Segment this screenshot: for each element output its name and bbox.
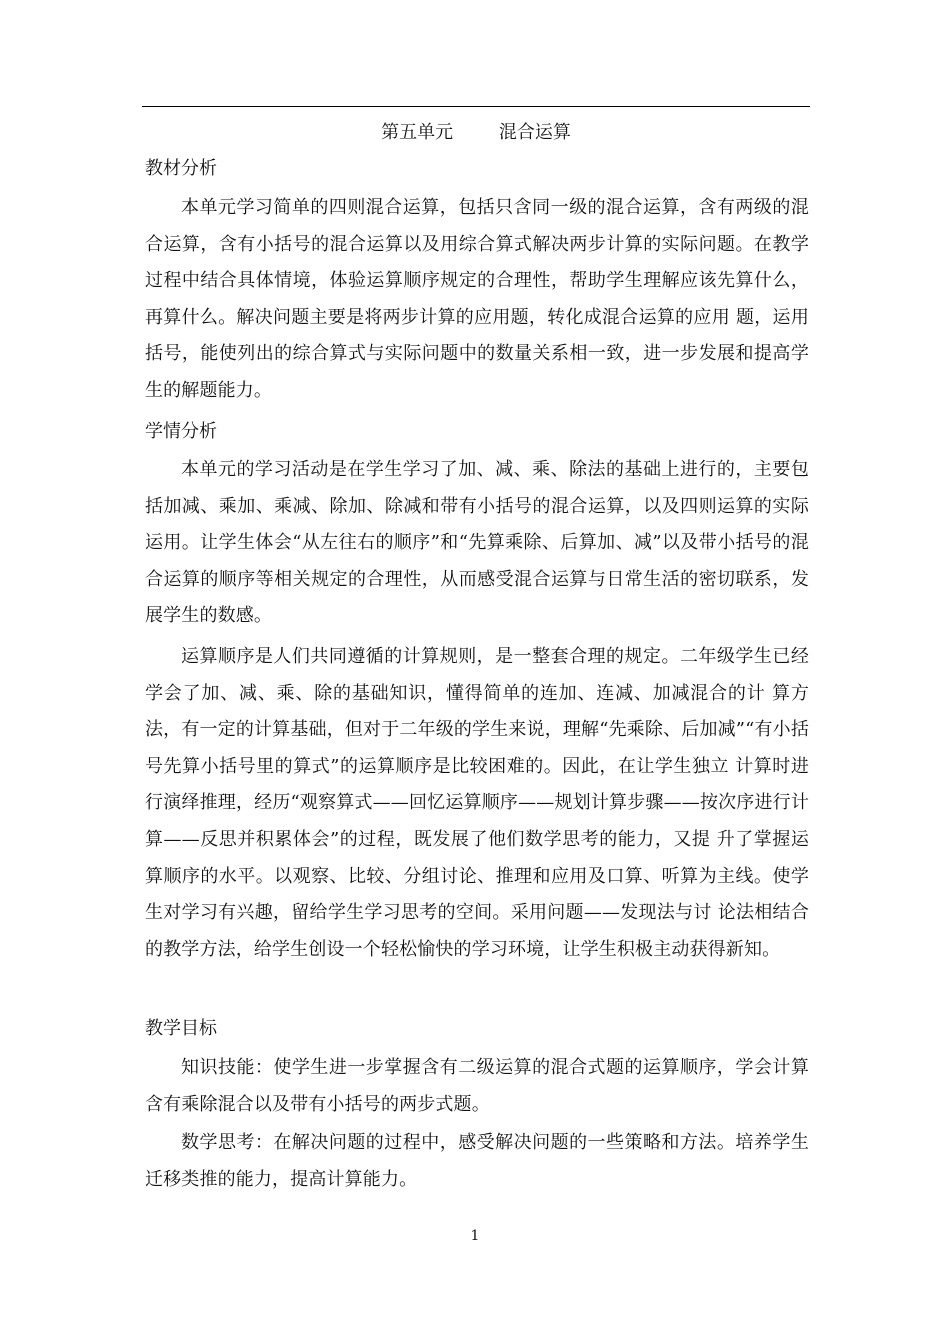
header-rule [142,106,810,107]
paragraph-student-analysis-1: 本单元的学习活动是在学生学习了加、减、乘、除法的基础上进行的，主要包括加减、乘加、乘减、除加、除减和带有小括号的混合运算，以及四则运算的实际运用。让学生体会“从左往右的顺序”和“先算乘除、后算加、减”以及带小括号的混合运算的顺序等相关规定的合理性，从而感受混合运算与日常生活的密切联系，发展学生的数感。 [145,459,809,627]
page-number: 1 [470,1228,480,1244]
paragraph-objective-knowledge-skills: 知识技能：使学生进一步掌握含有二级运算的混合式题的运算顺序，学会计算含有乘除混合以及带有小括号的两步式题。 [145,1057,809,1115]
paragraph-student-analysis-2: 运算顺序是人们共同遵循的计算规则，是一整套合理的规定。二年级学生已经学会了加、减、乘、除的基础知识，懂得简单的连加、连减、加减混合的计 算方法，有一定的计算基础，但对于二年级的学生来说，理解“先乘除、后加减”“有小括号先算小括号里的算式”的运算顺序是比较困难的。因此，在让学生独立 计算时进行演绎推理，经历“观察算式——回忆运算顺序——规划计算步骤——按次序进行计算——反思并积累体会”的过程，既发展了他们数学思考的能力，又提 升了掌握运算顺序的水平。以观察、比较、分组讨论、推理和应用及口算、听算为主线。使学生对学习有兴趣，留给学生学习思考的空间。采用问题——发现法与讨 论法相结合的教学方法，给学生创设一个轻松愉快的学习环境，让学生积极主动获得新知。 [145,646,809,960]
section-heading-student-analysis: 学情分析 [145,421,217,442]
page-title: 第五单元 混合运算 [381,122,571,143]
section-heading-teaching-objectives: 教学目标 [145,1018,217,1039]
paragraph-objective-math-thinking: 数学思考：在解决问题的过程中，感受解决问题的一些策略和方法。培养学生迁移类推的能力，提高计算能力。 [145,1132,809,1190]
section-heading-textbook-analysis: 教材分析 [145,158,217,179]
paragraph-textbook-analysis: 本单元学习简单的四则混合运算，包括只含同一级的混合运算，含有两级的混合运算，含有小括号的混合运算以及用综合算式解决两步计算的实际问题。在教学过程中结合具体情境，体验运算顺序规定的合理性，帮助学生理解应该先算什么，再算什么。解决问题主要是将两步计算的应用题，转化成混合运算的应用 题，运用括号，能使列出的综合算式与实际问题中的数量关系相一致，进一步发展和提高学生的解题能力。 [145,197,809,401]
